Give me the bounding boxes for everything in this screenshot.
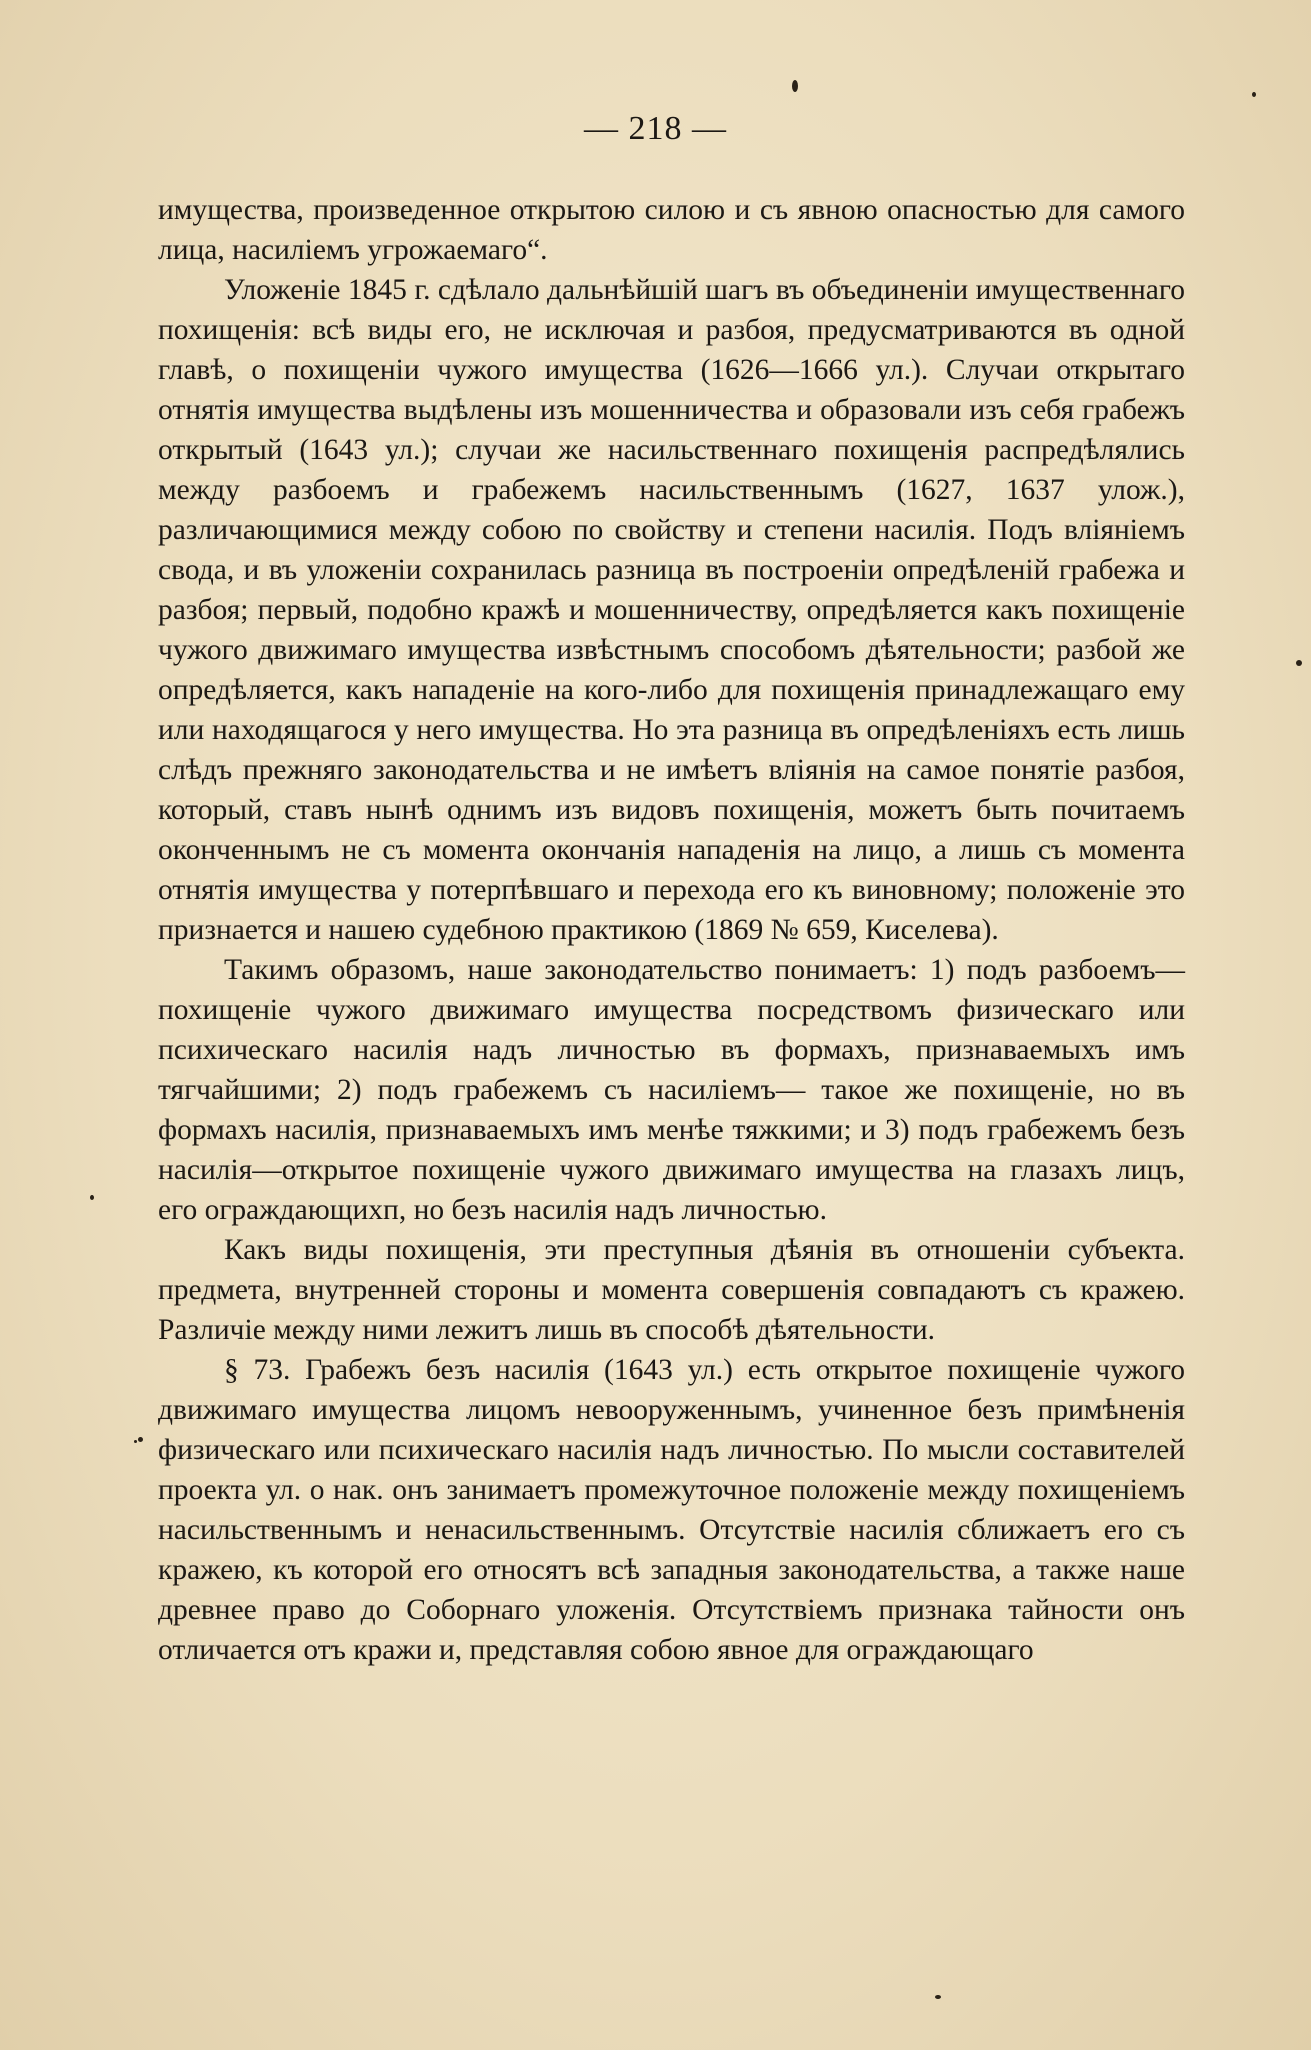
paragraph: Такимъ образомъ, наше законодательство понимаетъ: 1) подъ разбоемъ—похищеніе чужого движимаго имущества посредствомъ физическаго или психическаго насилія надъ личностью въ формахъ, признаваемыхъ имъ тягчайшими; 2) подъ грабежемъ съ насиліемъ— такое же похищеніе, но въ формахъ насилія, признаваемыхъ имъ менѣе тяжкими; и 3) подъ грабежемъ безъ насилія—открытое похищеніе чужого движимаго имущества на глазахъ лицъ, его ограждающихп, но безъ насилія надъ личностью. xyxy=(158,954,1185,1226)
ink-speck xyxy=(90,1195,94,1200)
ink-speck xyxy=(935,1995,941,1999)
ink-speck xyxy=(1252,92,1256,97)
ink-speck xyxy=(138,1437,143,1442)
ink-speck xyxy=(134,1440,137,1443)
page-number: — 218 — xyxy=(584,110,727,147)
paragraph: имущества, произведенное открытою силою и съ явною опасностью для самого лица, насиліемъ угрожаемаго“. xyxy=(158,194,1185,266)
paragraph: Какъ виды похищенія, эти преступныя дѣянія въ отношеніи субъекта. предмета, внутренней стороны и момента совершенія совпадаютъ съ кражею. Различіе между ними лежитъ лишь въ способѣ дѣятельности. xyxy=(158,1234,1185,1346)
paragraph: § 73. Грабежъ безъ насилія (1643 ул.) есть открытое похищеніе чужого движимаго имущества лицомъ невооруженнымъ, учиненное безъ примѣненія физическаго или психическаго насилія надъ личностью. По мысли составителей проекта ул. о нак. онъ занимаетъ промежуточное положеніе между похищеніемъ насильственнымъ и ненасильственнымъ. Отсутствіе насилія сближаетъ его съ кражею, къ которой его относятъ всѣ западныя законодательства, а также наше древнее право до Соборнаго уложенія. Отсутствіемъ признака тайности онъ отличается отъ кражи и, представляя собою явное для ограждающаго xyxy=(158,1354,1185,1666)
body-text xyxy=(158,190,1185,1670)
paragraph: Уложеніе 1845 г. сдѣлало дальнѣйшій шагъ въ объединеніи имущественнаго похищенія: всѣ виды его, не исключая и разбоя, предусматриваются въ одной главѣ, о похищеніи чужого имущества (1626—1666 ул.). Случаи открытаго отнятія имущества выдѣлены изъ мошенничества и образовали изъ себя грабежъ открытый (1643 ул.); случаи же насильственнаго похищенія распредѣлялись между разбоемъ и грабежемъ насильственнымъ (1627, 1637 улож.), различающимися между собою по свойству и степени насилія. Подъ вліяніемъ свода, и въ уложеніи сохранилась разница въ построеніи опредѣленій грабежа и разбоя; первый, подобно кражѣ и мошенничеству, опредѣляется какъ похищеніе чужого движимаго имущества извѣстнымъ способомъ дѣятельности; разбой же опредѣляется, какъ нападеніе на кого-либо для похищенія принадлежащаго ему или находящагося у него имущества. Но эта разница въ опредѣленіяхъ есть лишь слѣдъ прежняго законодательства и не имѣетъ вліянія на самое понятіе разбоя, который, ставъ нынѣ однимъ изъ видовъ похищенія, можетъ быть почитаемъ оконченнымъ не съ момента окончанія нападенія на лицо, а лишь съ момента отнятія имущества у потерпѣвшаго и перехода его къ виновному; положеніе это признается и нашею судебною практикою (1869 № 659, Киселева). xyxy=(158,274,1185,946)
ink-speck xyxy=(1296,660,1302,666)
ink-speck xyxy=(792,80,798,92)
